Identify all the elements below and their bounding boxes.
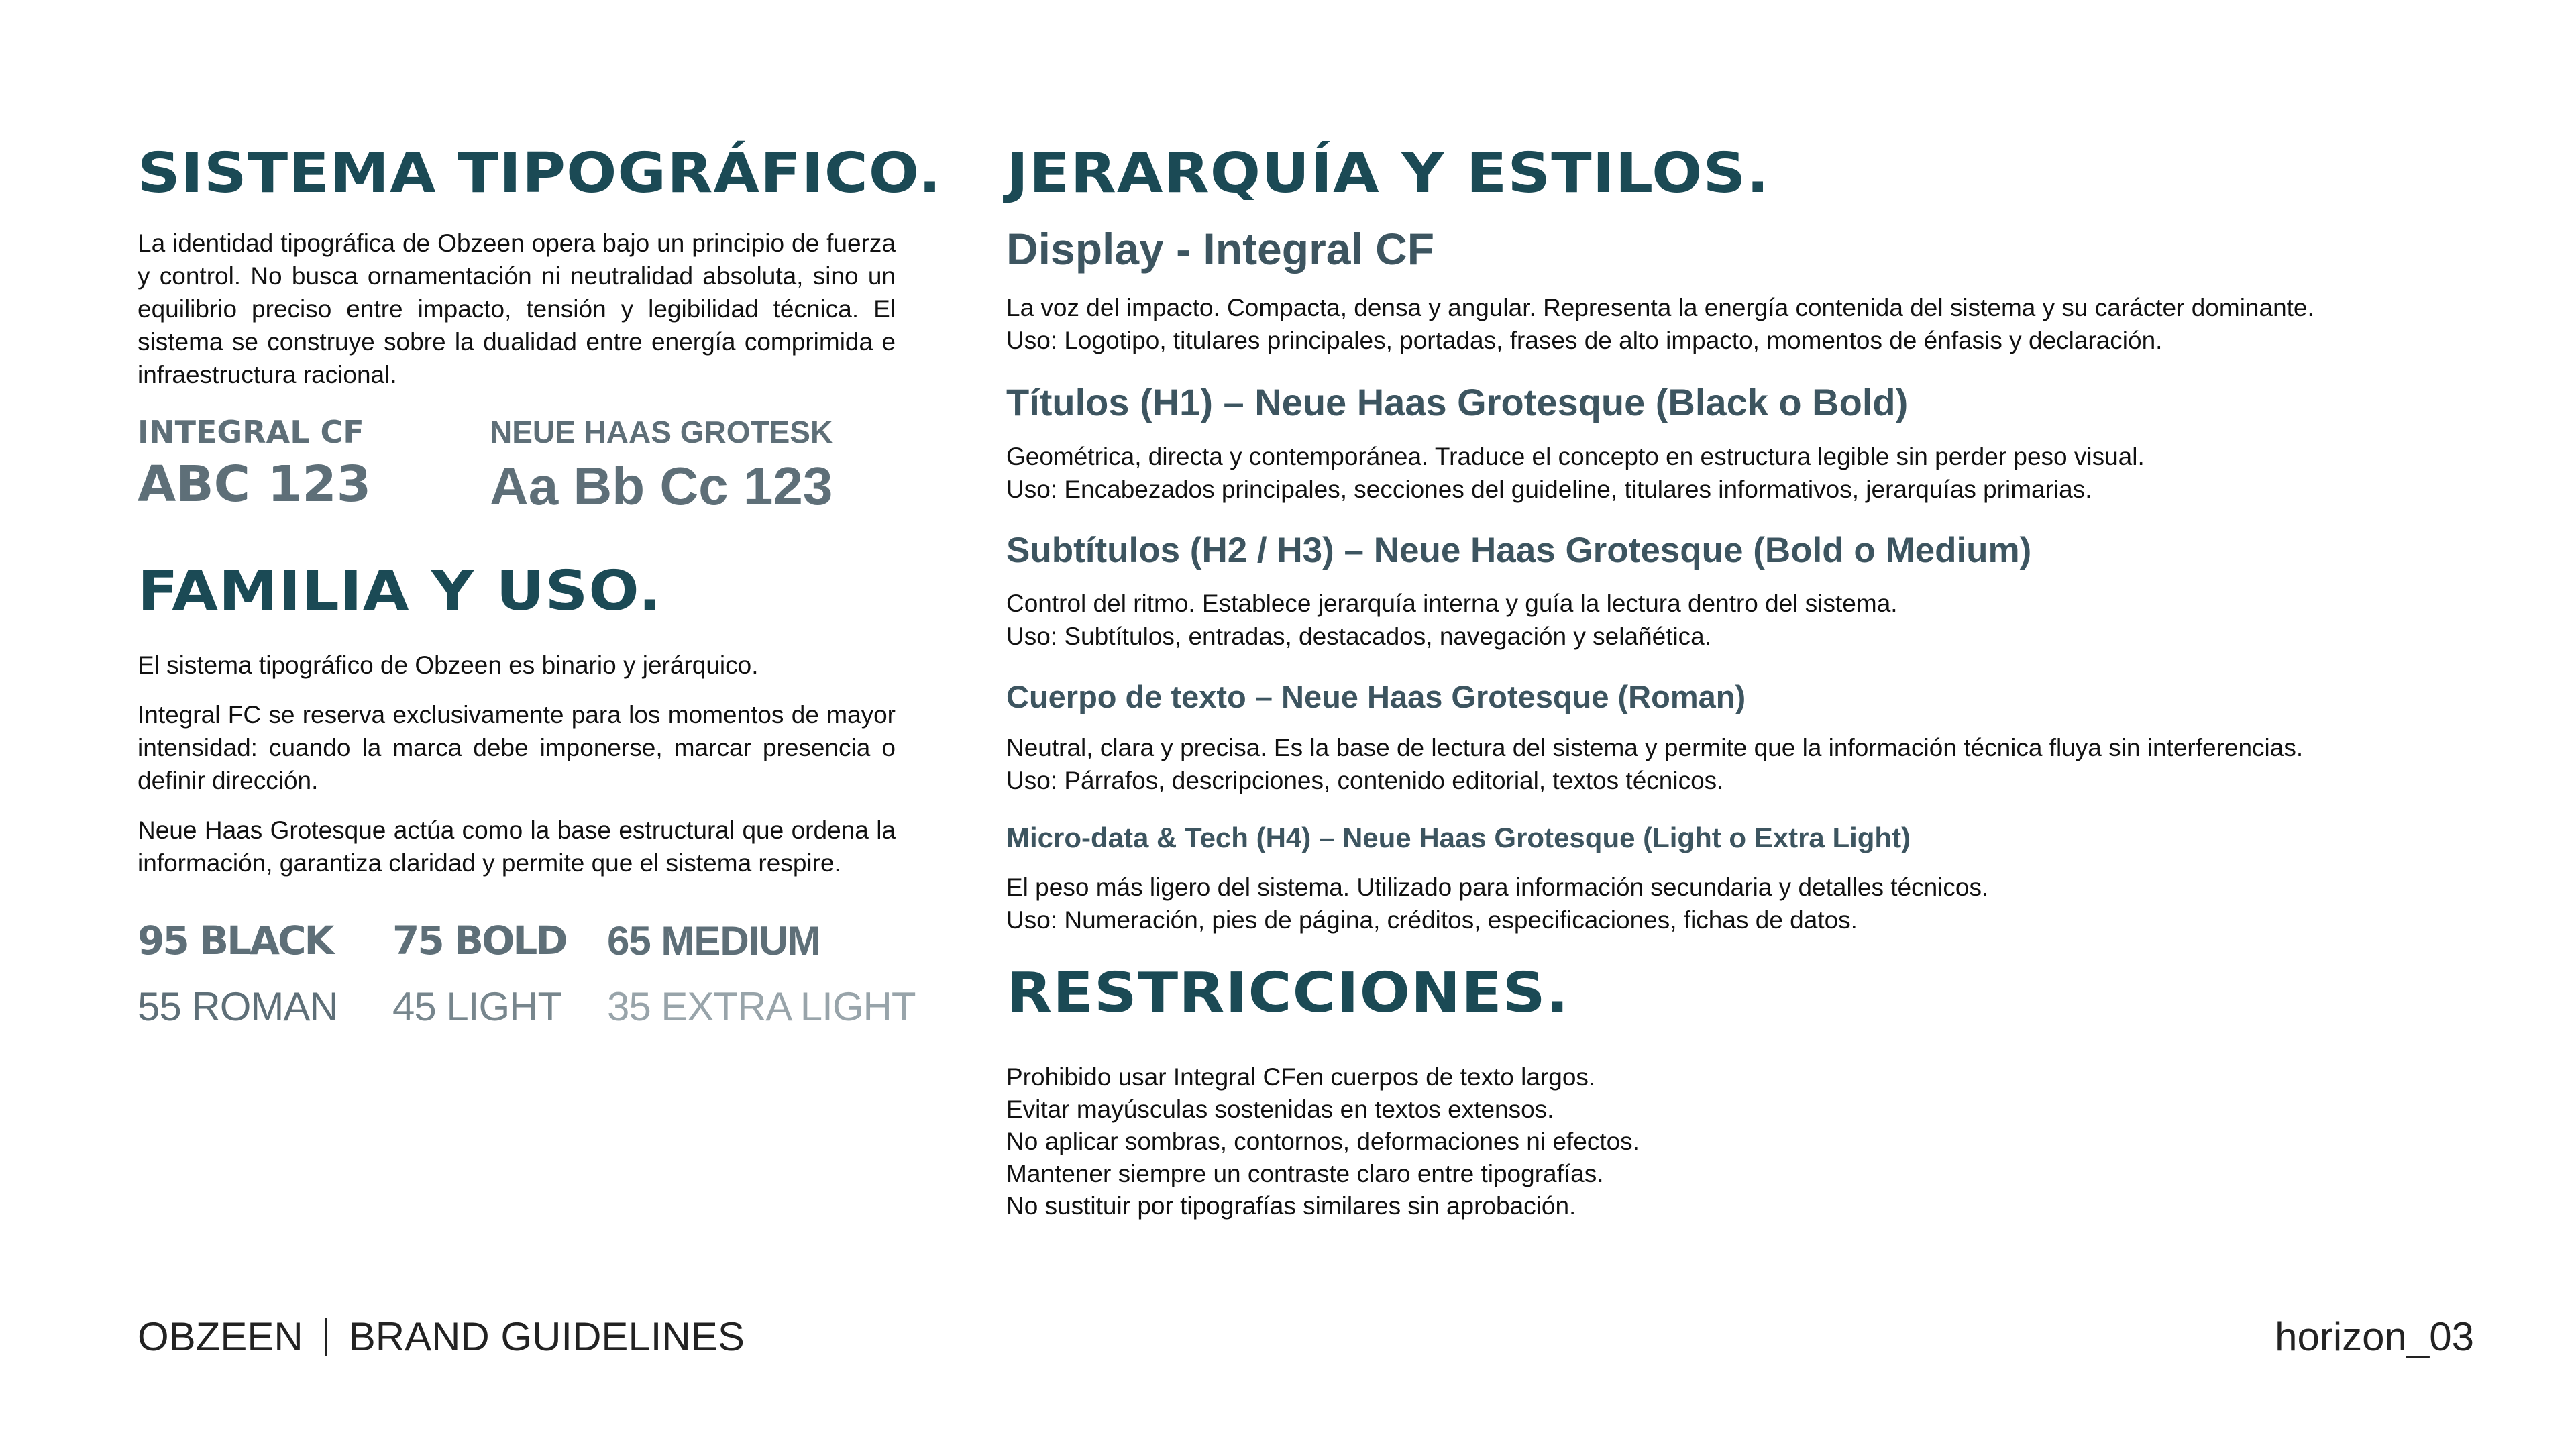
style-line: Geométrica, directa y contemporánea. Traduce el concepto en estructura legible sin perder peso visual. [1006,443,2145,470]
right-column [1006,134,2482,1233]
style-description-h2-h3 [1006,587,2482,653]
footer-divider [325,1318,327,1356]
restriction-item: No sustituir por tipografías similares sin aprobación. [1006,1192,1576,1220]
uso-paragraph: Integral FC se reserva exclusivamente para los momentos de mayor intensidad: cuando la marca debe imponerse, marcar presencia o definir dirección. [138,701,896,794]
weight-95-black: 95 BLACK [138,918,333,963]
style-line: Uso: Numeración, pies de página, créditos, especificaciones, fichas de datos. [1006,906,1858,934]
style-line: Neutral, clara y precisa. Es la base de lectura del sistema y permite que la información técnica fluya sin interferencias. [1006,734,2304,761]
restrictions-list [1006,1061,2482,1222]
specimen-label: NEUE HAAS GROTESK [490,415,833,449]
weight-35-extra-light: 35 EXTRA LIGHT [607,984,916,1029]
style-line: La voz del impacto. Compacta, densa y angular. Representa la energía contenida del sistema y su carácter dominante. [1006,294,2314,321]
weight-75-bold: 75 BOLD [392,918,566,963]
footer-brand-line [138,1314,745,1359]
style-title-display: Display - Integral CF [1006,224,1435,274]
style-line: Uso: Párrafos, descripciones, contenido editorial, textos técnicos. [1006,767,1724,794]
weight-45-light: 45 LIGHT [392,984,562,1029]
typeface-specimens [138,414,896,516]
style-title-h1: Títulos (H1) – Neue Haas Grotesque (Black o Bold) [1006,381,1909,423]
style-description-body [1006,731,2482,797]
specimen-sample: ABC 123 [138,455,372,513]
restriction-item: Prohibido usar Integral CFen cuerpos de texto largos. [1006,1063,1596,1091]
footer-page-code: horizon_03 [2275,1314,2474,1359]
restriction-item: No aplicar sombras, contornos, deformaciones ni efectos. [1006,1128,1640,1155]
style-description-micro-data [1006,871,2482,936]
style-line: Control del ritmo. Establece jerarquía interna y guía la lectura dentro del sistema. [1006,590,1898,617]
section-title-restricciones: RESTRICCIONES. [1006,961,1570,1025]
weight-specimens [138,918,916,1029]
style-line: Uso: Logotipo, titulares principales, portadas, frases de alto impacto, momentos de énfasis y declaración. [1006,327,2163,354]
footer-section: BRAND GUIDELINES [348,1314,745,1359]
specimen-label: INTEGRAL CF [138,414,364,450]
style-title-h2-h3: Subtítulos (H2 / H3) – Neue Haas Grotesque (Bold o Medium) [1006,531,2032,570]
weight-65-medium: 65 MEDIUM [607,918,820,963]
intro-paragraph: La identidad tipográfica de Obzeen opera bajo un principio de fuerza y control. No busca ornamentación ni neutralidad absoluta, sino un equilibrio preciso entre impacto, tensión y legibilidad técnica. El sistema se construye sobre la dualidad entre energía comprimida e infraestructura racional. [138,229,896,388]
restriction-item: Mantener siempre un contraste claro entre tipografías. [1006,1160,1604,1187]
style-line: Uso: Encabezados principales, secciones del guideline, titulares informativos, jerarquías primarias. [1006,476,2092,503]
restriction-item: Evitar mayúsculas sostenidas en textos extensos. [1006,1095,1554,1123]
weight-55-roman: 55 ROMAN [138,984,338,1029]
style-description-h1 [1006,440,2482,506]
uso-paragraph: El sistema tipográfico de Obzeen es binario y jerárquico. [138,651,759,679]
style-description-display [1006,291,2482,357]
specimen-integral [138,414,490,513]
section-title-jerarquia-y-estilos: JERARQUÍA Y ESTILOS. [1006,142,1770,205]
section-title-sistema-tipografico: SISTEMA TIPOGRÁFICO. [138,142,942,205]
style-line: Uso: Subtítulos, entradas, destacados, navegación y selañética. [1006,623,1712,650]
section-title-familia-y-uso: FAMILIA Y USO. [138,559,662,623]
style-title-micro-data: Micro-data & Tech (H4) – Neue Haas Grotesque (Light o Extra Light) [1006,822,1911,853]
style-title-body: Cuerpo de texto – Neue Haas Grotesque (Roman) [1006,679,1746,714]
left-column [138,134,942,1029]
footer-brand: OBZEEN [138,1314,303,1359]
specimen-sample: Aa Bb Cc 123 [490,456,833,516]
specimen-neue-haas [490,415,842,516]
style-line: El peso más ligero del sistema. Utilizado para información secundaria y detalles técnicos. [1006,873,1989,901]
uso-paragraph: Neue Haas Grotesque actúa como la base estructural que ordena la información, garantiza claridad y permite que el sistema respire. [138,816,896,877]
